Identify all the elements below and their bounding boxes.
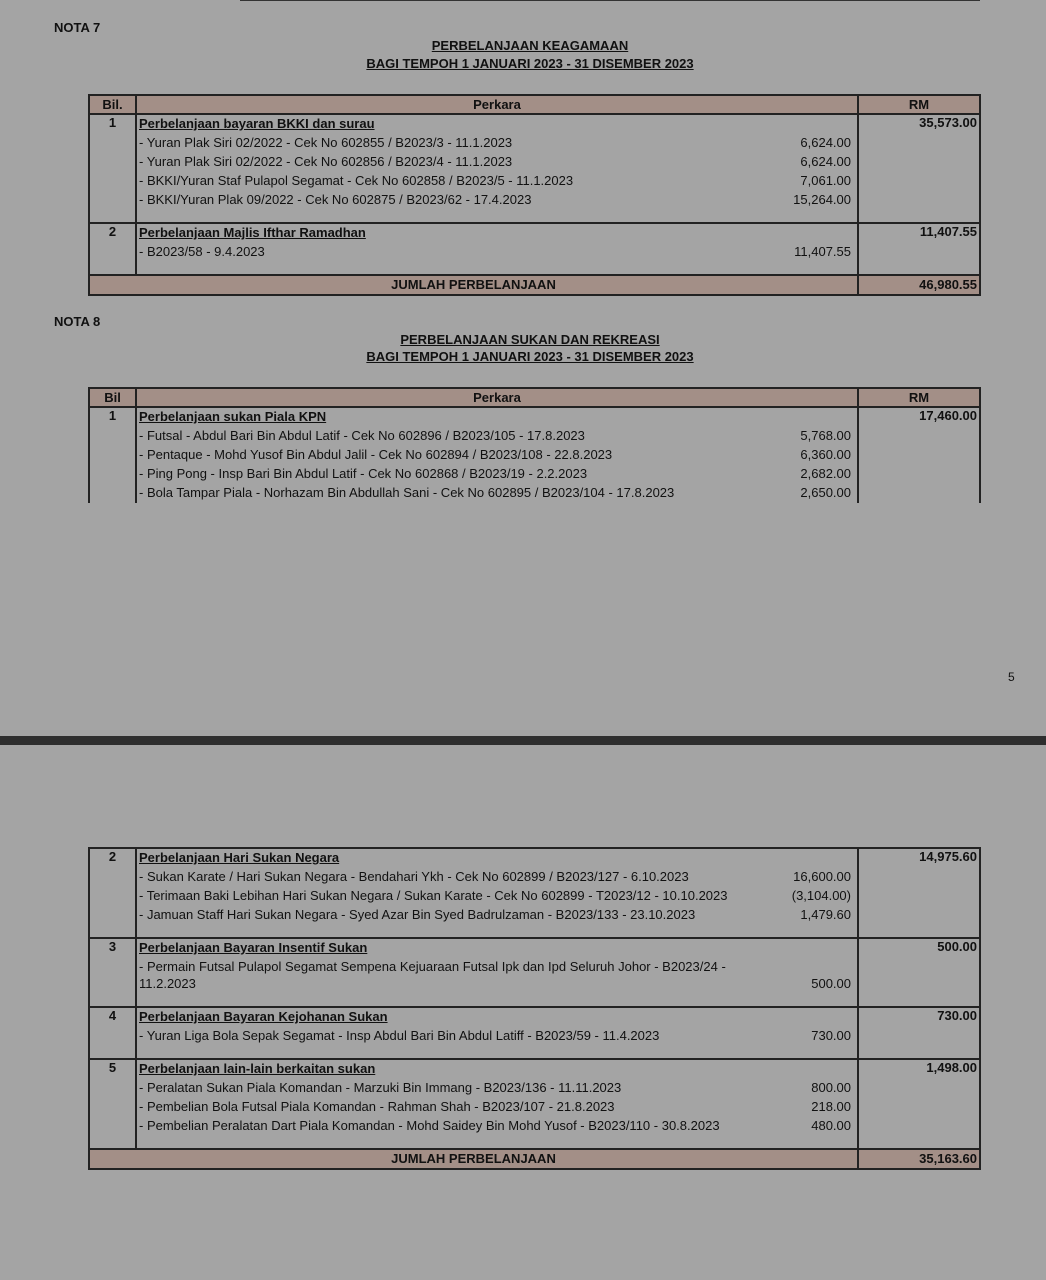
item-line-text: - BKKI/Yuran Plak 09/2022 - Cek No 602875 / B2023/62 - 17.4.2023 [139,192,532,207]
item-details [136,223,858,275]
total-value: 35,163.60 [858,1149,980,1169]
total-label: JUMLAH PERBELANJAAN [89,275,858,295]
item-line-text: - Yuran Liga Bola Sepak Segamat - Insp Abdul Bari Bin Abdul Latiff - B2023/59 - 11.4.2023 [139,1028,660,1043]
table-row [89,223,980,275]
item-line [139,465,855,482]
item-total: 35,573.00 [858,114,980,223]
table-row [89,407,980,503]
item-line-amount: 2,650.00 [800,485,851,500]
item-line-amount: 6,624.00 [800,135,851,150]
item-line [139,1079,855,1096]
item-line-text: - Yuran Plak Siri 02/2022 - Cek No 602856 / B2023/4 - 11.1.2023 [139,154,513,169]
item-line-amount: 7,061.00 [800,173,851,188]
header-bil: Bil. [89,95,136,114]
table-row [89,1059,980,1149]
item-line-text: - Pentaque - Mohd Yusof Bin Abdul Jalil - Cek No 602894 / B2023/108 - 22.8.2023 [139,447,613,462]
item-line [139,887,855,904]
nota7-title: PERBELANJAAN KEAGAMAAN [431,38,629,53]
item-heading: Perbelanjaan bayaran BKKI dan surau [139,116,375,131]
nota8-label: NOTA 8 [54,314,101,329]
total-label: JUMLAH PERBELANJAAN [89,1149,858,1169]
item-total: 730.00 [858,1007,980,1059]
header-perkara: Perkara [136,95,858,114]
item-line-amount: 730.00 [811,1028,851,1043]
item-line [139,958,855,992]
item-line-text: - Yuran Plak Siri 02/2022 - Cek No 602855 / B2023/3 - 11.1.2023 [139,135,513,150]
item-line-text: - Pembelian Peralatan Dart Piala Komandan - Mohd Saidey Bin Mohd Yusof - B2023/110 - 30.8.2023 [139,1118,720,1133]
item-line-text: - Jamuan Staff Hari Sukan Negara - Syed Azar Bin Syed Badrulzaman - B2023/133 - 23.10.2023 [139,907,696,922]
item-number: 1 [89,407,136,503]
item-line-amount: 15,264.00 [793,192,851,207]
nota8-table [88,387,981,503]
item-details [136,1007,858,1059]
item-number: 5 [89,1059,136,1149]
nota8-period: BAGI TEMPOH 1 JANUARI 2023 - 31 DISEMBER 2023 [366,349,694,364]
item-number: 4 [89,1007,136,1059]
item-number: 2 [89,848,136,938]
item-total: 1,498.00 [858,1059,980,1149]
item-total: 17,460.00 [858,407,980,503]
item-details [136,938,858,1007]
item-line-text: - Bola Tampar Piala - Norhazam Bin Abdullah Sani - Cek No 602895 / B2023/104 - 17.8.2023 [139,485,675,500]
item-line-amount: 16,600.00 [793,869,851,884]
item-line [139,446,855,463]
item-details [136,1059,858,1149]
table-header-row [89,388,980,407]
item-total: 11,407.55 [858,223,980,275]
header-rm: RM [858,388,980,407]
total-row [89,1149,980,1169]
item-line [139,243,855,260]
nota7-label: NOTA 7 [54,20,101,35]
item-line-amount: 218.00 [811,1099,851,1114]
item-line-text: - Futsal - Abdul Bari Bin Abdul Latif - Cek No 602896 / B2023/105 - 17.8.2023 [139,428,585,443]
item-line-text: - Terimaan Baki Lebihan Hari Sukan Negara / Sukan Karate - Cek No 602899 - T2023/12 - 10.10.2023 [139,888,728,903]
table-row [89,114,980,223]
item-details [136,848,858,938]
item-line-text: - B2023/58 - 9.4.2023 [139,244,265,259]
item-line-text: - BKKI/Yuran Staf Pulapol Segamat - Cek No 602858 / B2023/5 - 11.1.2023 [139,173,574,188]
item-line [139,484,855,501]
nota7-period: BAGI TEMPOH 1 JANUARI 2023 - 31 DISEMBER 2023 [366,56,694,71]
item-line [139,172,855,189]
item-line-text: - Peralatan Sukan Piala Komandan - Marzuki Bin Immang - B2023/136 - 11.11.2023 [139,1080,622,1095]
item-line-amount: (3,104.00) [791,888,851,903]
table-row [89,938,980,1007]
item-heading: Perbelanjaan lain-lain berkaitan sukan [139,1061,376,1076]
item-line [139,1027,855,1044]
item-line-amount: 6,624.00 [800,154,851,169]
page-break-divider [0,736,1046,745]
item-line-amount: 11,407.55 [794,244,851,259]
item-total: 500.00 [858,938,980,1007]
item-line [139,134,855,151]
item-line-amount: 6,360.00 [800,447,851,462]
item-line [139,1098,855,1115]
item-line [139,906,855,923]
item-line-text: - Sukan Karate / Hari Sukan Negara - Bendahari Ykh - Cek No 602899 / B2023/127 - 6.10.2023 [139,869,689,884]
header-perkara: Perkara [136,388,858,407]
table-header-row [89,95,980,114]
item-number: 3 [89,938,136,1007]
item-heading: Perbelanjaan sukan Piala KPN [139,409,327,424]
item-heading: Perbelanjaan Hari Sukan Negara [139,850,340,865]
item-details [136,114,858,223]
item-heading: Perbelanjaan Bayaran Kejohanan Sukan [139,1009,388,1024]
item-line-amount: 5,768.00 [800,428,851,443]
header-bil: Bil [89,388,136,407]
item-line [139,153,855,170]
nota8-title: PERBELANJAAN SUKAN DAN REKREASI [400,332,660,347]
total-value: 46,980.55 [858,275,980,295]
item-details [136,407,858,503]
item-line-amount: 500.00 [811,976,851,991]
page-top-rule [240,0,980,1]
item-heading: Perbelanjaan Bayaran Insentif Sukan [139,940,368,955]
table-row [89,1007,980,1059]
total-row [89,275,980,295]
item-line-text: - Ping Pong - Insp Bari Bin Abdul Latif - Cek No 602868 / B2023/19 - 2.2.2023 [139,466,588,481]
item-line-amount: 800.00 [811,1080,851,1095]
item-line [139,1117,855,1134]
page-number: 5 [1008,670,1015,684]
item-number: 2 [89,223,136,275]
item-line-amount: 480.00 [811,1118,851,1133]
item-total: 14,975.60 [858,848,980,938]
item-line-amount: 1,479.60 [800,907,851,922]
item-number: 1 [89,114,136,223]
item-line-text: - Permain Futsal Pulapol Segamat Sempena Kejuaraan Futsal Ipk dan Ipd Seluruh Johor - B2023/24 - 11.2.2023 [139,959,726,991]
item-line-text: - Pembelian Bola Futsal Piala Komandan - Rahman Shah - B2023/107 - 21.8.2023 [139,1099,615,1114]
item-line-amount: 2,682.00 [800,466,851,481]
item-heading: Perbelanjaan Majlis Ifthar Ramadhan [139,225,366,240]
item-line [139,427,855,444]
item-line [139,868,855,885]
nota7-table [88,94,981,296]
header-rm: RM [858,95,980,114]
table-row [89,848,980,938]
item-line [139,191,855,208]
nota8-table-continued [88,847,981,1170]
